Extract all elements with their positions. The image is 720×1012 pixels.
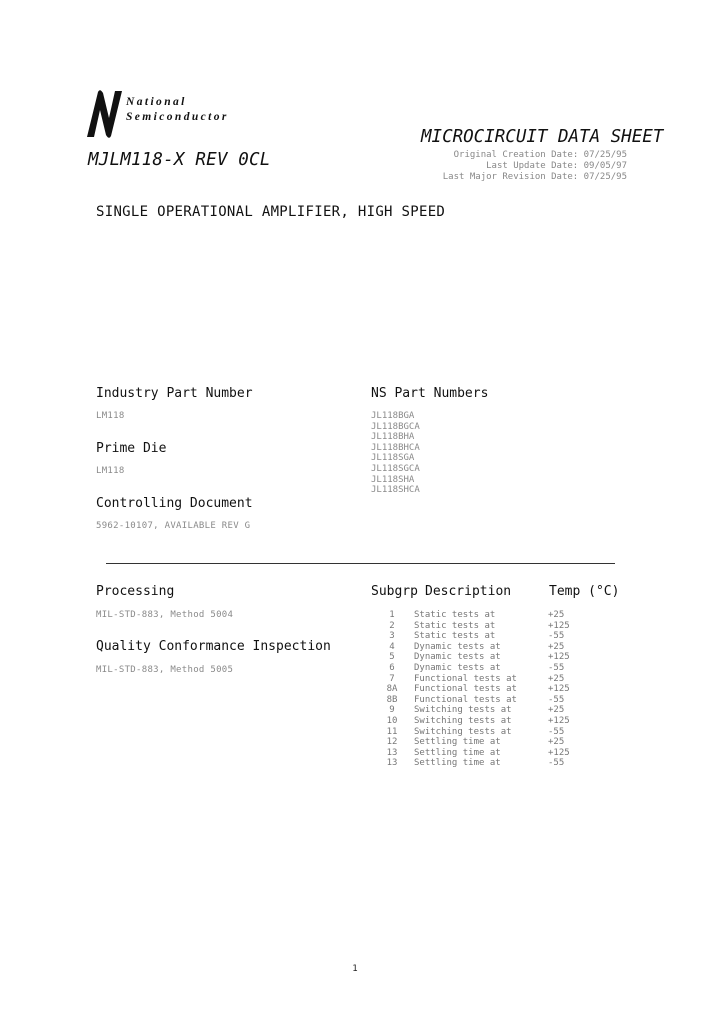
table-row xyxy=(370,727,608,738)
description-cell: Settling time at xyxy=(414,737,501,748)
subgrp-cell: 3 xyxy=(389,631,395,642)
controlling-document-value: 5962-10107, AVAILABLE REV G xyxy=(96,521,251,531)
description-cell: Switching tests at xyxy=(414,715,512,726)
last-update-date: Last Update Date: 09/05/97 xyxy=(486,161,627,171)
ns-part-number: JL118BHCA xyxy=(371,442,420,453)
document-title: SINGLE OPERATIONAL AMPLIFIER, HIGH SPEED xyxy=(96,204,446,220)
subgrp-cell: 13 xyxy=(386,747,398,758)
temp-cell: +25 xyxy=(548,673,565,684)
subgrp-cell: 8A xyxy=(386,684,398,695)
subgrp-cell: 12 xyxy=(386,737,398,748)
subgrp-column-header: Subgrp xyxy=(371,584,418,599)
industry-part-heading: Industry Part Number xyxy=(96,386,253,401)
temp-cell: -55 xyxy=(548,726,565,737)
description-cell: Functional tests at xyxy=(414,684,517,695)
subgrp-cell: 13 xyxy=(386,758,398,769)
temp-cell: +125 xyxy=(548,652,570,663)
table-row xyxy=(370,621,608,632)
document-id: MJLM118-X REV 0CL xyxy=(88,150,271,170)
table-row xyxy=(370,674,608,685)
table-row xyxy=(370,610,608,621)
subgrp-cell: 6 xyxy=(389,662,395,673)
temp-cell: -55 xyxy=(548,631,565,642)
company-name xyxy=(126,95,229,125)
table-row xyxy=(370,684,608,695)
table-row xyxy=(370,705,608,716)
subgrp-cell: 9 xyxy=(389,705,395,716)
subgrp-cell: 1 xyxy=(389,610,395,620)
ns-part-number: JL118SGA xyxy=(371,453,415,464)
temp-cell: +125 xyxy=(548,684,570,695)
description-cell: Dynamic tests at xyxy=(414,652,501,663)
subgrp-cell: 4 xyxy=(389,641,395,652)
table-row xyxy=(370,716,608,727)
temp-column-header: Temp (°C) xyxy=(549,584,620,599)
qci-heading: Quality Conformance Inspection xyxy=(96,639,331,654)
ns-part-number: JL118SGCA xyxy=(371,463,420,474)
national-semiconductor-logo xyxy=(84,88,124,140)
sheet-title: MICROCIRCUIT DATA SHEET xyxy=(421,127,664,147)
table-row xyxy=(370,652,608,663)
temp-cell: +25 xyxy=(548,610,565,620)
controlling-document-heading: Controlling Document xyxy=(96,496,253,511)
description-cell: Dynamic tests at xyxy=(414,662,501,673)
subgrp-cell: 11 xyxy=(386,726,398,737)
subgrp-cell: 10 xyxy=(386,715,398,726)
revision-dates xyxy=(421,150,627,183)
last-major-revision-date: Last Major Revision Date: 07/25/95 xyxy=(442,172,627,182)
temp-cell: +125 xyxy=(548,620,570,631)
table-row xyxy=(370,695,608,706)
description-column-header: Description xyxy=(425,584,512,599)
industry-part-value: LM118 xyxy=(96,411,125,421)
description-cell: Dynamic tests at xyxy=(414,641,501,652)
processing-heading: Processing xyxy=(96,584,175,599)
temp-cell: +125 xyxy=(548,747,570,758)
table-row xyxy=(370,642,608,653)
description-cell: Functional tests at xyxy=(414,694,517,705)
description-cell: Static tests at xyxy=(414,631,496,642)
ns-part-number: JL118SHCA xyxy=(371,485,420,496)
temp-cell: +25 xyxy=(548,737,565,748)
ns-part-number: JL118BGA xyxy=(371,411,415,421)
subgrp-cell: 2 xyxy=(389,620,395,631)
table-row xyxy=(370,631,608,642)
temp-cell: +125 xyxy=(548,715,570,726)
description-cell: Static tests at xyxy=(414,620,496,631)
section-divider xyxy=(106,563,615,564)
subgrp-cell: 8B xyxy=(386,694,398,705)
subgrp-cell: 7 xyxy=(389,673,395,684)
qci-value: MIL-STD-883, Method 5005 xyxy=(96,665,234,675)
ns-part-numbers-list xyxy=(371,411,420,496)
description-cell: Static tests at xyxy=(414,610,496,620)
description-cell: Settling time at xyxy=(414,747,501,758)
table-row xyxy=(370,737,608,748)
temp-cell: +25 xyxy=(548,705,565,716)
table-row xyxy=(370,748,608,759)
description-cell: Switching tests at xyxy=(414,726,512,737)
temp-cell: -55 xyxy=(548,694,565,705)
table-row xyxy=(370,758,608,769)
description-cell: Settling time at xyxy=(414,758,501,769)
page-number: 1 xyxy=(352,964,358,974)
description-cell: Switching tests at xyxy=(414,705,512,716)
table-row xyxy=(370,663,608,674)
subgroup-table xyxy=(370,610,608,769)
subgrp-cell: 5 xyxy=(389,652,395,663)
company-name-line-2: Semiconductor xyxy=(126,111,229,123)
temp-cell: -55 xyxy=(548,758,565,769)
temp-cell: -55 xyxy=(548,662,565,673)
ns-part-numbers-heading: NS Part Numbers xyxy=(371,386,489,401)
original-creation-date: Original Creation Date: 07/25/95 xyxy=(453,150,627,160)
ns-part-number: JL118SHA xyxy=(371,474,415,485)
processing-value: MIL-STD-883, Method 5004 xyxy=(96,610,234,620)
temp-cell: +25 xyxy=(548,641,565,652)
prime-die-value: LM118 xyxy=(96,466,125,476)
ns-part-number: JL118BHA xyxy=(371,432,415,443)
company-name-line-1: National xyxy=(126,96,187,108)
description-cell: Functional tests at xyxy=(414,673,517,684)
ns-part-number: JL118BGCA xyxy=(371,421,420,432)
prime-die-heading: Prime Die xyxy=(96,441,167,456)
